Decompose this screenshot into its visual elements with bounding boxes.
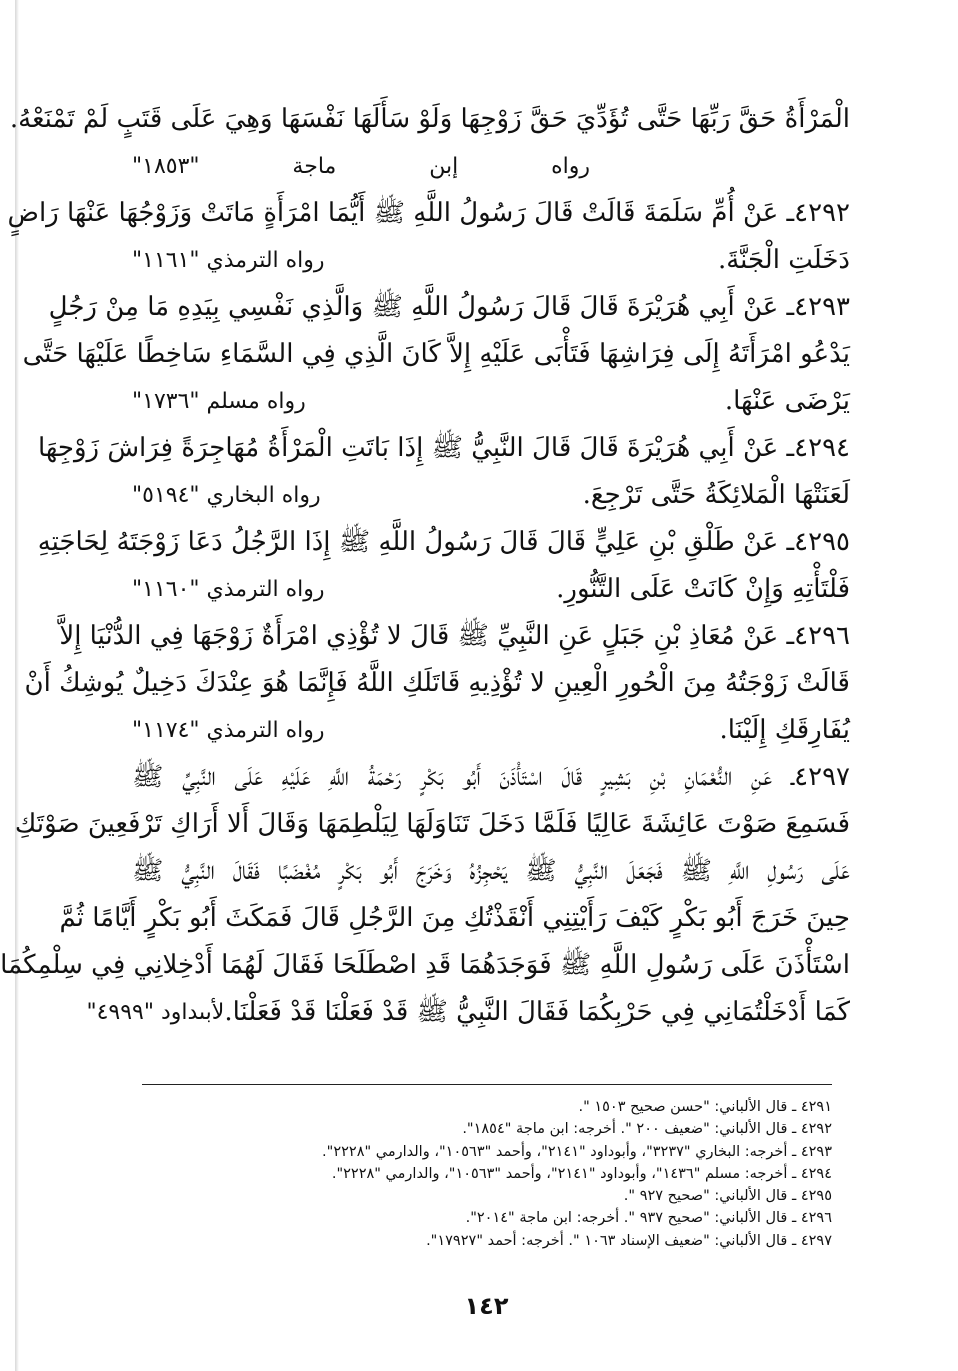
hadith-4295-end: فَلْتَأْتِهِ وَإِنْ كَانَتْ عَلَى التَّنُّورِ. — [556, 574, 850, 604]
hadith-4293-end: يَرْضَى عَنْهَا. — [724, 386, 850, 416]
hadith-4297-line: عَلَى رَسُولِ اللَّهِ ﷺ فَجَعَلَ النَّبِيُّ ﷺ يَحْجِزُهُ وَخَرَجَ أَبُو بَكْرٍ مُغْضَبًا فَقَالَ النَّبِيُّ ﷺ — [132, 856, 850, 886]
page-number: ١٤٢ — [464, 1292, 509, 1320]
hadith-4293-line: يَدْعُو امْرَأَتَهُ إِلَى فِرَاشِهَا فَتَأْبَى عَلَيْهِ إِلاَّ كَانَ الَّذِي فِي السَّمَاءِ سَاخِطًا عَلَيْهَا حَتَّى — [22, 339, 850, 369]
footnote-4292: ٤٢٩٢ ـ قال الألباني: "ضعيف ٢٠٠ ". أخرجه: ابن ماجة "١٨٥٤". — [462, 1121, 832, 1138]
hadith-4293-last-line — [132, 378, 850, 425]
source-4292: رواه الترمذي "١١٦١" — [132, 248, 325, 273]
footnote-4294: ٤٢٩٤ ـ أخرجه: مسلم "١٤٣٦"، وأبوداود "٢١٤١"، وأحمد "١٠٥٦٣"، والدارمي "٢٢٢٨". — [331, 1165, 832, 1182]
footnote-4296: ٤٢٩٦ ـ قال الألباني: "صحيح ٩٣٧ ". أخرجه: ابن ماجة "٢٠١٤". — [465, 1210, 832, 1227]
hadith-4296-last-line — [132, 707, 850, 754]
source-4294: رواه البخاري "٥١٩٤" — [132, 483, 321, 508]
hadith-4291-end: الْمَرْأَةُ حَقَّ رَبِّهَا حَتَّى تُؤَدِّيَ حَقَّ زَوْجِهَا وَلَوْ سَأَلَهَا نَفْسَهَا وَهِيَ عَلَى قَتَبٍ لَمْ تَمْنَعْهُ. — [9, 104, 850, 134]
hadith-4293-line: ٤٢٩٣ـ عَنْ أَبِي هُرَيْرَةَ قَالَ قَالَ رَسُولُ اللَّهِ ﷺ وَالَّذِي نَفْسِي بِيَدِهِ مَا مِنْ رَجُلٍ — [48, 292, 850, 322]
footnote-4297: ٤٢٩٧ ـ قال الألباني: "ضعيف الإسناد ١٠٦٣ ". أخرجه: أحمد "١٧٩٢٧". — [426, 1232, 832, 1249]
footnote-4295: ٤٢٩٥ ـ قال الألباني: "صحيح ٩٢٧ ". — [623, 1188, 832, 1205]
hadith-body — [0, 96, 850, 1036]
source-4297: لأبىداود "٤٩٩٩" — [86, 1000, 225, 1025]
hadith-4296-end: يُفَارِقَكِ إِلَيْنَا. — [719, 715, 850, 745]
hadith-4297-line: ٤٢٩٧ـ عَنِ النُّعْمَانِ بْنِ بَشِيرٍ قَالَ اسْتَأْذَنَ أَبُو بَكْرٍ رَحْمَةُ اللَّهِ عَلَيْهِ عَلَى النَّبِيِّ ﷺ — [132, 762, 850, 792]
hadith-4295-line: ٤٢٩٥ـ عَنْ طَلْقِ بْنِ عَلِيٍّ قَالَ قَالَ رَسُولُ اللَّهِ ﷺ إِذَا الرَّجُلُ دَعَا زَوْجَتَهُ لِحَاجَتِهِ — [37, 527, 850, 557]
hadith-4297-line: فَسَمِعَ صَوْتَ عَائِشَةَ عَالِيًا فَلَمَّا دَخَلَ تَنَاوَلَهَا لِيَلْطِمَهَا وَقَالَ أَلا أَرَاكِ تَرْفَعِينَ صَوْتَكِ — [14, 809, 850, 839]
source-4296: رواه الترمذي "١١٧٤" — [132, 718, 325, 743]
hadith-4297-line: حِينَ خَرَجَ أَبُو بَكْرٍ كَيْفَ رَأَيْتِنِي أَنْقَذْتُكِ مِنَ الرَّجُلِ قَالَ فَمَكَثَ أَبُو بَكْرٍ أَيَّامًا ثُمَّ — [59, 903, 850, 933]
hadith-4294-end: لَعَنَتْهَا الْمَلائِكَةُ حَتَّى تَرْجِعَ. — [582, 480, 850, 510]
footnote-divider — [142, 1084, 832, 1085]
hadith-4296-line: ٤٢٩٦ـ عَنْ مُعَاذِ بْنِ جَبَلٍ عَنِ النَّبِيِّ ﷺ قَالَ لا تُؤْذِي امْرَأَةٌ زَوْجَهَا فِي الدُّنْيَا إِلاَّ — [59, 621, 850, 651]
hadith-4297-line: اسْتَأْذَنَ عَلَى رَسُولِ اللَّهِ ﷺ فَوَجَدَهُمَا قَدِ اصْطَلَحَا فَقَالَ لَهُمَا أَدْخِلانِي فِي سِلْمِكُمَا — [0, 950, 850, 980]
hadith-4295-last-line — [132, 566, 850, 613]
hadith-4297-last-line — [86, 989, 850, 1036]
hadith-4292-end: دَخَلَتِ الْجَنَّةَ. — [717, 245, 850, 275]
hadith-4296-line: قَالَتْ زَوْجَتُهُ مِنَ الْحُورِ الْعِينِ لا تُؤْذِيهِ قَاتَلَكِ اللَّهُ فَإِنَّمَا هُوَ عِنْدَكَ دَخِيلٌ يُوشِكُ أَنْ — [24, 668, 850, 698]
footnote-4293: ٤٢٩٣ ـ أخرجه: البخاري "٣٢٣٧"، وأبوداود "٢١٤١"، وأحمد "١٠٥٦٣"، والدارمي "٢٢٢٨". — [322, 1143, 832, 1160]
footnotes — [132, 1096, 832, 1252]
source-4295: رواه الترمذي "١١٦٠" — [132, 577, 325, 602]
footnote-4291: ٤٢٩١ ـ قال الألباني: "حسن صحيح ١٥٠٣ ". — [578, 1099, 832, 1115]
hadith-4292-line: ٤٢٩٢ـ عَنْ أُمِّ سَلَمَةَ قَالَتْ قَالَ رَسُولُ اللَّهِ ﷺ أَيُّمَا امْرَأَةٍ مَاتَتْ وَزَوْجُهَا عَنْهَا رَاضٍ — [7, 198, 850, 228]
hadith-4294-last-line — [132, 472, 850, 519]
hadith-4297-end: كَمَا أَدْخَلْتُمَانِي فِي حَرْبِكُمَا فَقَالَ النَّبِيُّ ﷺ قَدْ فَعَلْنَا قَدْ فَعَلْنَا. — [224, 997, 850, 1027]
source-4293: رواه مسلم "١٧٣٦" — [132, 389, 306, 414]
source-4291: رواه إبن ماجة "١٨٥٣" — [132, 154, 590, 179]
hadith-4292-last-line — [132, 237, 850, 284]
hadith-4294-line: ٤٢٩٤ـ عَنْ أَبِي هُرَيْرَةَ قَالَ قَالَ النَّبِيُّ ﷺ إِذَا بَاتَتِ الْمَرْأَةُ مُهَاجِرَةً فِرَاشَ زَوْجِهَا — [37, 433, 850, 463]
